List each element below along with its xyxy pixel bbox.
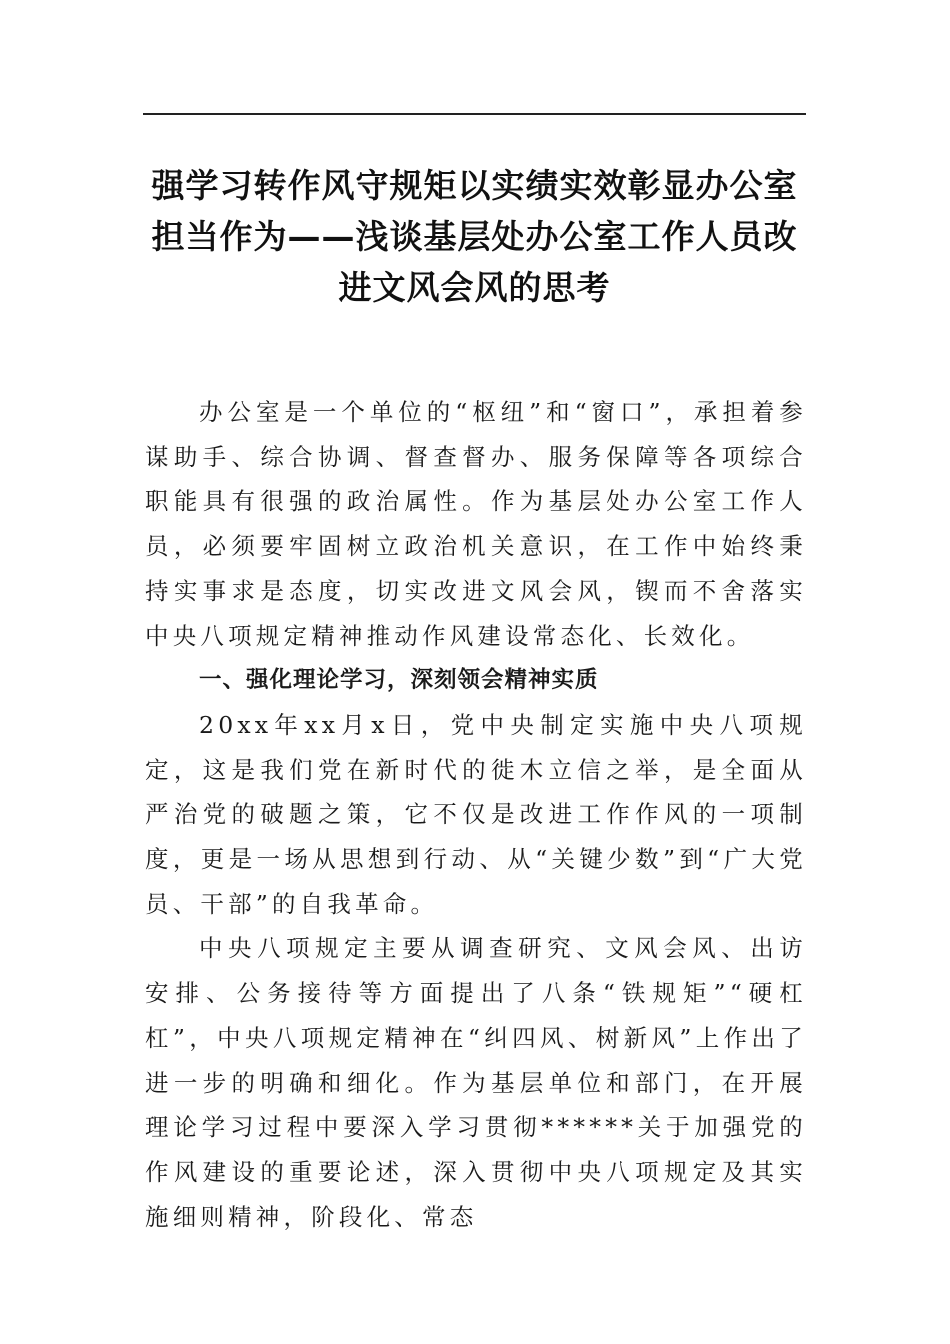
document-title: 强学习转作风守规矩以实绩实效彰显办公室担当作为——浅谈基层处办公室工作人员改进文风会风的思考 (151, 166, 798, 307)
intro-paragraph: 办公室是一个单位的“枢纽”和“窗口”，承担着参谋助手、综合协调、督查督办、服务保障等各项综合职能具有很强的政治属性。作为基层处办公室工作人员，必须要牢固树立政治机关意识，在工作中始终秉持实事求是态度，切实改进文风会风，锲而不舍落实中央八项规定精神推动作风建设常态化、长效化。 (145, 398, 807, 650)
section-heading-1: 一、强化理论学习，深刻领会精神实质 (199, 667, 599, 694)
section1-paragraph-2: 中央八项规定主要从调查研究、文风会风、出访安排、公务接待等方面提出了八条“铁规矩”“硬杠杠”，中央八项规定精神在“纠四风、树新风”上作出了进一步的明确和细化。作为基层单位和部门，在开展理论学习过程中要深入学习贯彻******关于加强党的作风建设的重要论述，深入贯彻中央八项规定及其实施细则精神，阶段化、常态 (145, 934, 807, 1231)
document-body (145, 390, 807, 1239)
section1-paragraph-1: 20xx年xx月x日，党中央制定实施中央八项规定，这是我们党在新时代的徙木立信之举，是全面从严治党的破题之策，它不仅是改进工作作风的一项制度，更是一场从思想到行动、从“关键少数”到“广大党员、干部”的自我革命。 (145, 710, 807, 918)
header-rule (143, 113, 806, 115)
